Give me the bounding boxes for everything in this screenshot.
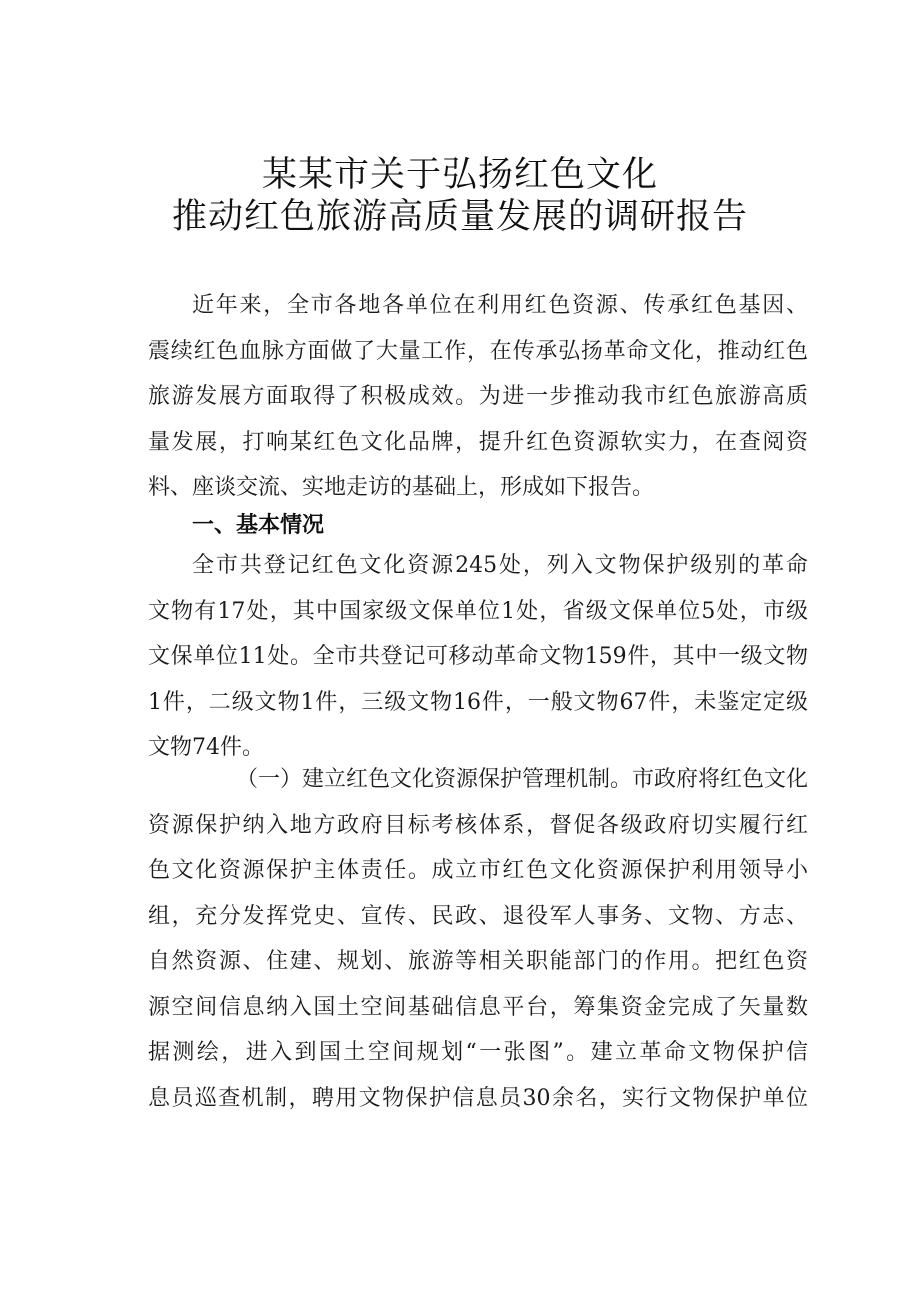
basic-situation-paragraph xyxy=(148,543,808,771)
text-line: 色文化资源保护主体责任。成立市红色文化资源保护利用领导小 xyxy=(148,858,808,883)
text-line: 量发展，打响某红色文化品牌，提升红色资源软实力，在查阅资 xyxy=(148,429,808,455)
text-line: 全市共登记红色文化资源245处，列入文物保护级别的革命 xyxy=(192,553,808,578)
text-line: 震续红色血脉方面做了大量工作，在传承弘扬革命文化，推动红色 xyxy=(148,338,808,364)
text-line: 近年来，全市各地各单位在利用红色资源、传承红色基因、 xyxy=(192,293,808,318)
subsection-1-paragraph xyxy=(148,757,808,1121)
text-line: 料、座谈交流、实地走访的基础上，形成如下报告。 xyxy=(148,475,655,500)
text-line: 据测绘，进入到国土空间规划“一张图”。建立革命文物保护信 xyxy=(148,1040,808,1065)
text-line: 源空间信息纳入国土空间基础信息平台，筹集资金完成了矢量数 xyxy=(148,994,808,1020)
text-line: 1件，二级文物1件，三级文物16件，一般文物67件，未鉴定定级 xyxy=(148,689,808,715)
text-line: 旅游发展方面取得了积极成效。为进一步推动我市红色旅游高质 xyxy=(148,384,808,409)
document-title-line-2: 推动红色旅游高质量发展的调研报告 xyxy=(171,197,748,237)
text-line: （一）建立红色文化资源保护管理机制。市政府将红色文化 xyxy=(236,767,809,792)
document-title-line-1: 某某市关于弘扬红色文化 xyxy=(261,155,658,195)
intro-paragraph xyxy=(148,283,808,511)
text-line: 资源保护纳入地方政府目标考核体系，督促各级政府切实履行红 xyxy=(148,812,808,838)
text-line: 组，充分发挥党史、宣传、民政、退役军人事务、文物、方志、 xyxy=(148,903,808,929)
text-line: 息员巡查机制，聘用文物保护信息员30余名，实行文物保护单位 xyxy=(148,1085,808,1111)
section-heading-basic-situation: 一、基本情况 xyxy=(192,513,325,538)
text-line: 文保单位11处。全市共登记可移动革命文物159件，其中一级文物 xyxy=(148,644,808,669)
text-line: 自然资源、住建、规划、旅游等相关职能部门的作用。把红色资 xyxy=(148,949,808,974)
text-line: 文物74件。 xyxy=(148,735,264,760)
text-line: 文物有17处，其中国家级文保单位1处，省级文保单位5处，市级 xyxy=(148,598,808,624)
